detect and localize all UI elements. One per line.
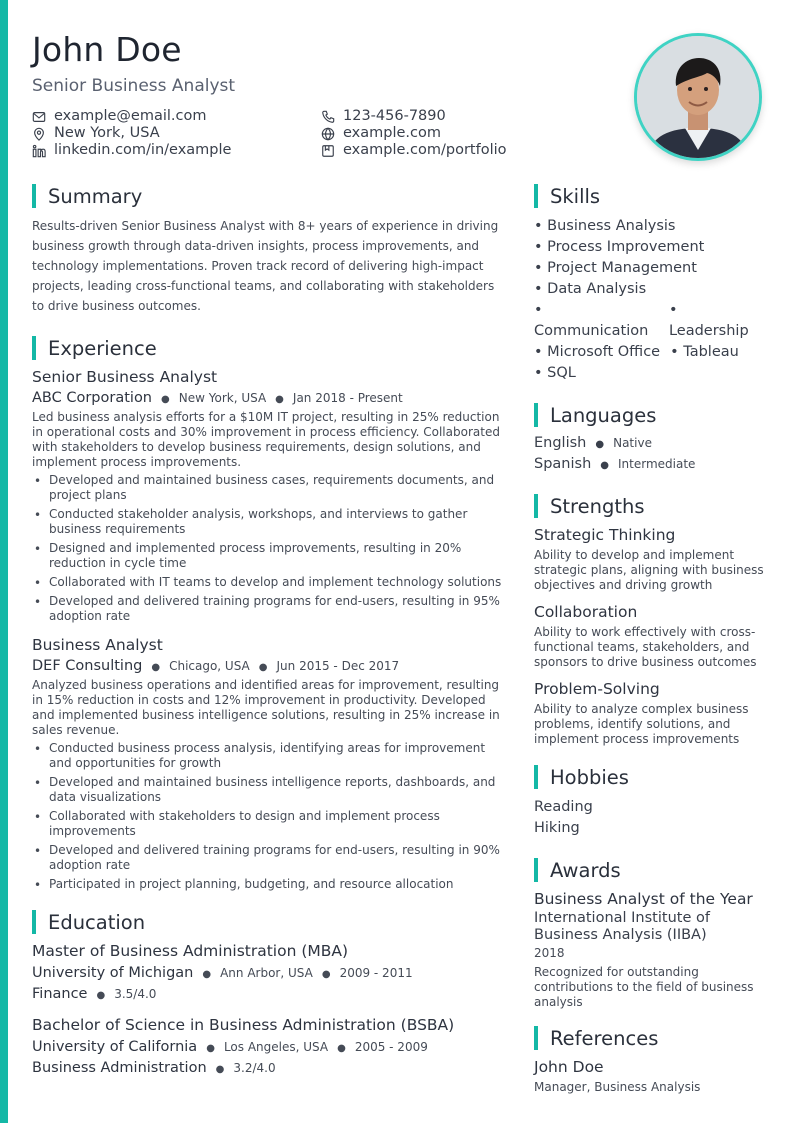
profile-photo	[634, 33, 762, 161]
job-entry	[32, 636, 510, 892]
reference-name: John Doe	[534, 1058, 604, 1076]
section-accent	[534, 858, 538, 882]
education-entry	[32, 942, 510, 1002]
strength-title: Problem-Solving	[534, 680, 660, 698]
job-title: Senior Business Analyst	[32, 368, 218, 386]
contact-portfolio-text: example.com/portfolio	[343, 142, 507, 158]
edu-school: University of Michigan	[32, 965, 194, 981]
language-item: Spanish ● Intermediate	[534, 456, 696, 472]
languages-heading-label: Languages	[550, 403, 657, 427]
linkedin-icon	[32, 144, 46, 158]
separator-dot: ●	[337, 1043, 346, 1054]
contact-location-text: New York, USA	[54, 125, 160, 141]
section-accent	[534, 403, 538, 427]
skills-list	[534, 216, 770, 384]
job-bullets	[32, 741, 510, 892]
job-dates: Jun 2015 - Dec 2017	[276, 659, 400, 673]
skill-item: • Communication	[534, 302, 649, 339]
education-heading	[32, 910, 510, 934]
section-accent	[534, 184, 538, 208]
edu-school: University of California	[32, 1039, 198, 1055]
edu-degree: Master of Business Administration (MBA)	[32, 942, 349, 960]
experience-heading-label: Experience	[48, 336, 157, 360]
strength-item	[534, 526, 770, 593]
list-item: • Designed and implemented process improvements, resulting in 20% reduction in cycle time	[34, 541, 462, 570]
job-description: Analyzed business operations and identified areas for improvement, resulting in 15% reduction in costs and 12% improvement in productivity. Developed and implemented business intelligence solutions, resulting in 25% increase in sales revenue.	[32, 678, 500, 737]
list-item: • Conducted business process analysis, identifying areas for improvement and opportunities for growth	[34, 741, 486, 770]
award-desc: Recognized for outstanding contributions to the field of business analysis	[534, 965, 754, 1009]
portfolio-icon	[321, 144, 335, 158]
hobby-item: Hiking	[534, 820, 580, 836]
skill-item: • Project Management	[534, 260, 697, 276]
edu-field-row	[32, 986, 510, 1002]
languages-list	[534, 435, 770, 477]
edu-dates: 2005 - 2009	[354, 1040, 428, 1054]
hobbies-heading	[534, 765, 770, 789]
education-entry	[32, 1016, 510, 1076]
job-location: Chicago, USA	[169, 659, 250, 673]
references-heading-label: References	[550, 1026, 659, 1050]
list-item: • Developed and maintained business cases, requirements documents, and project plans	[34, 473, 495, 502]
job-title: Business Analyst	[32, 636, 163, 654]
strengths-heading-label: Strengths	[550, 494, 645, 518]
list-item: • Developed and delivered training programs for end-users, resulting in 95% adoption rate	[34, 594, 500, 623]
edu-field-row	[32, 1060, 510, 1076]
skill-item: • SQL	[534, 365, 576, 381]
edu-dates: 2009 - 2011	[339, 966, 413, 980]
main-column	[32, 184, 510, 1076]
job-bullets	[32, 473, 510, 624]
section-accent	[32, 910, 36, 934]
awards-heading	[534, 858, 770, 882]
separator-dot: ●	[275, 394, 284, 405]
job-company: DEF Consulting	[32, 658, 143, 674]
contact-email[interactable]	[32, 108, 231, 125]
contact-list-left	[32, 108, 231, 159]
strength-title: Collaboration	[534, 603, 638, 621]
edu-location: Los Angeles, USA	[223, 1040, 329, 1054]
contact-website[interactable]	[321, 125, 507, 142]
section-accent	[32, 336, 36, 360]
candidate-title: Senior Business Analyst	[32, 76, 236, 96]
contact-website-text: example.com	[343, 125, 441, 141]
strength-title: Strategic Thinking	[534, 526, 676, 544]
references-heading	[534, 1026, 770, 1050]
contact-phone[interactable]	[321, 108, 507, 125]
skill-item: • Data Analysis	[534, 281, 647, 297]
section-accent	[32, 184, 36, 208]
summary-text: Results-driven Senior Business Analyst with 8+ years of experience in driving business growth through data-driven insights, process improvements, and technology implementations. Proven track record of delivering high-impact projects, leading cross-functional teams, and collaborating with stakeholders to drive business outcomes.	[32, 219, 499, 313]
strength-item	[534, 680, 770, 747]
job-meta	[32, 390, 510, 406]
strength-item	[534, 603, 770, 670]
contact-phone-text: 123-456-7890	[343, 108, 446, 124]
contact-list-right	[321, 108, 507, 159]
strength-desc: Ability to develop and implement strategic plans, aligning with business objectives and driving growth	[534, 548, 764, 592]
edu-degree: Bachelor of Science in Business Administration (BSBA)	[32, 1016, 455, 1034]
award-year: 2018	[534, 946, 565, 960]
job-company: ABC Corporation	[32, 390, 153, 406]
skill-item: • Process Improvement	[534, 239, 705, 255]
skill-item: • Leadership	[668, 302, 749, 339]
job-dates: Jan 2018 - Present	[292, 391, 403, 405]
contact-linkedin-text: linkedin.com/in/example	[54, 142, 232, 158]
separator-dot: ●	[258, 662, 268, 673]
candidate-name: John Doe	[32, 30, 182, 69]
languages-heading	[534, 403, 770, 427]
skill-item: • Tableau	[670, 344, 739, 360]
skills-heading	[534, 184, 770, 208]
skill-item: • Business Analysis	[534, 218, 676, 234]
list-item: • Collaborated with stakeholders to design and implement process improvements	[34, 809, 440, 838]
strength-desc: Ability to work effectively with cross-functional teams, stakeholders, and sponsors to drive business outcomes	[534, 625, 757, 669]
edu-field: Business Administration	[32, 1060, 207, 1076]
edu-school-row	[32, 965, 510, 981]
separator-dot: ●	[96, 990, 106, 1001]
list-item: • Conducted stakeholder analysis, workshops, and interviews to gather business requirements	[34, 507, 468, 536]
separator-dot: ●	[151, 662, 161, 673]
section-accent	[534, 494, 538, 518]
separator-dot: ●	[215, 1064, 225, 1075]
avatar-icon	[637, 36, 759, 158]
hobby-item: Reading	[534, 799, 593, 815]
edu-school-row	[32, 1039, 510, 1055]
separator-dot: ●	[202, 969, 212, 980]
experience-heading	[32, 336, 510, 360]
phone-icon	[321, 110, 335, 124]
edu-location: Ann Arbor, USA	[220, 966, 313, 980]
summary-heading	[32, 184, 510, 208]
strength-desc: Ability to analyze complex business problems, identify solutions, and implement process improvements	[534, 702, 749, 746]
education-heading-label: Education	[48, 910, 146, 934]
summary-heading-label: Summary	[48, 184, 143, 208]
strengths-heading	[534, 494, 770, 518]
skills-heading-label: Skills	[550, 184, 601, 208]
list-item: • Developed and maintained business intelligence reports, dashboards, and data visualizations	[34, 775, 496, 804]
contact-email-text: example@email.com	[54, 108, 207, 124]
mail-icon	[32, 110, 46, 124]
list-item: • Participated in project planning, budgeting, and resource allocation	[34, 877, 454, 892]
separator-dot: ●	[206, 1043, 215, 1054]
contact-linkedin[interactable]	[32, 142, 231, 159]
job-entry	[32, 368, 510, 624]
contact-location	[32, 125, 231, 142]
list-item: • Developed and delivered training programs for end-users, resulting in 90% adoption rate	[34, 843, 500, 872]
job-description: Led business analysis efforts for a $10M IT project, resulting in 25% reduction in operational costs and 30% improvement in process efficiency. Collaborated with stakeholders to develop business requirements, design solutions, and implement process improvements.	[32, 410, 500, 469]
list-item: • Collaborated with IT teams to develop and implement technology solutions	[34, 575, 502, 590]
language-item: English ● Native	[534, 435, 652, 451]
job-location: New York, USA	[178, 391, 267, 405]
globe-icon	[321, 127, 335, 141]
reference-item	[534, 1058, 770, 1095]
edu-field: Finance	[32, 986, 88, 1002]
edu-gpa: 3.2/4.0	[233, 1061, 276, 1075]
separator-dot: ●	[321, 969, 331, 980]
location-pin-icon	[32, 127, 46, 141]
edu-gpa: 3.5/4.0	[114, 987, 157, 1001]
award-title: Business Analyst of the Year	[534, 890, 753, 908]
reference-role: Manager, Business Analysis	[534, 1080, 701, 1094]
job-meta	[32, 658, 510, 674]
section-accent	[534, 765, 538, 789]
accent-bar	[0, 0, 8, 1123]
skill-item: • Microsoft Office	[534, 344, 661, 360]
separator-dot: ●	[161, 394, 170, 405]
sidebar-column	[534, 184, 770, 1095]
section-accent	[534, 1026, 538, 1050]
award-org: International Institute of Business Analysis (IIBA)	[534, 910, 710, 943]
contact-portfolio[interactable]	[321, 142, 507, 159]
hobbies-heading-label: Hobbies	[550, 765, 629, 789]
awards-heading-label: Awards	[550, 858, 621, 882]
award-item	[534, 890, 770, 1010]
